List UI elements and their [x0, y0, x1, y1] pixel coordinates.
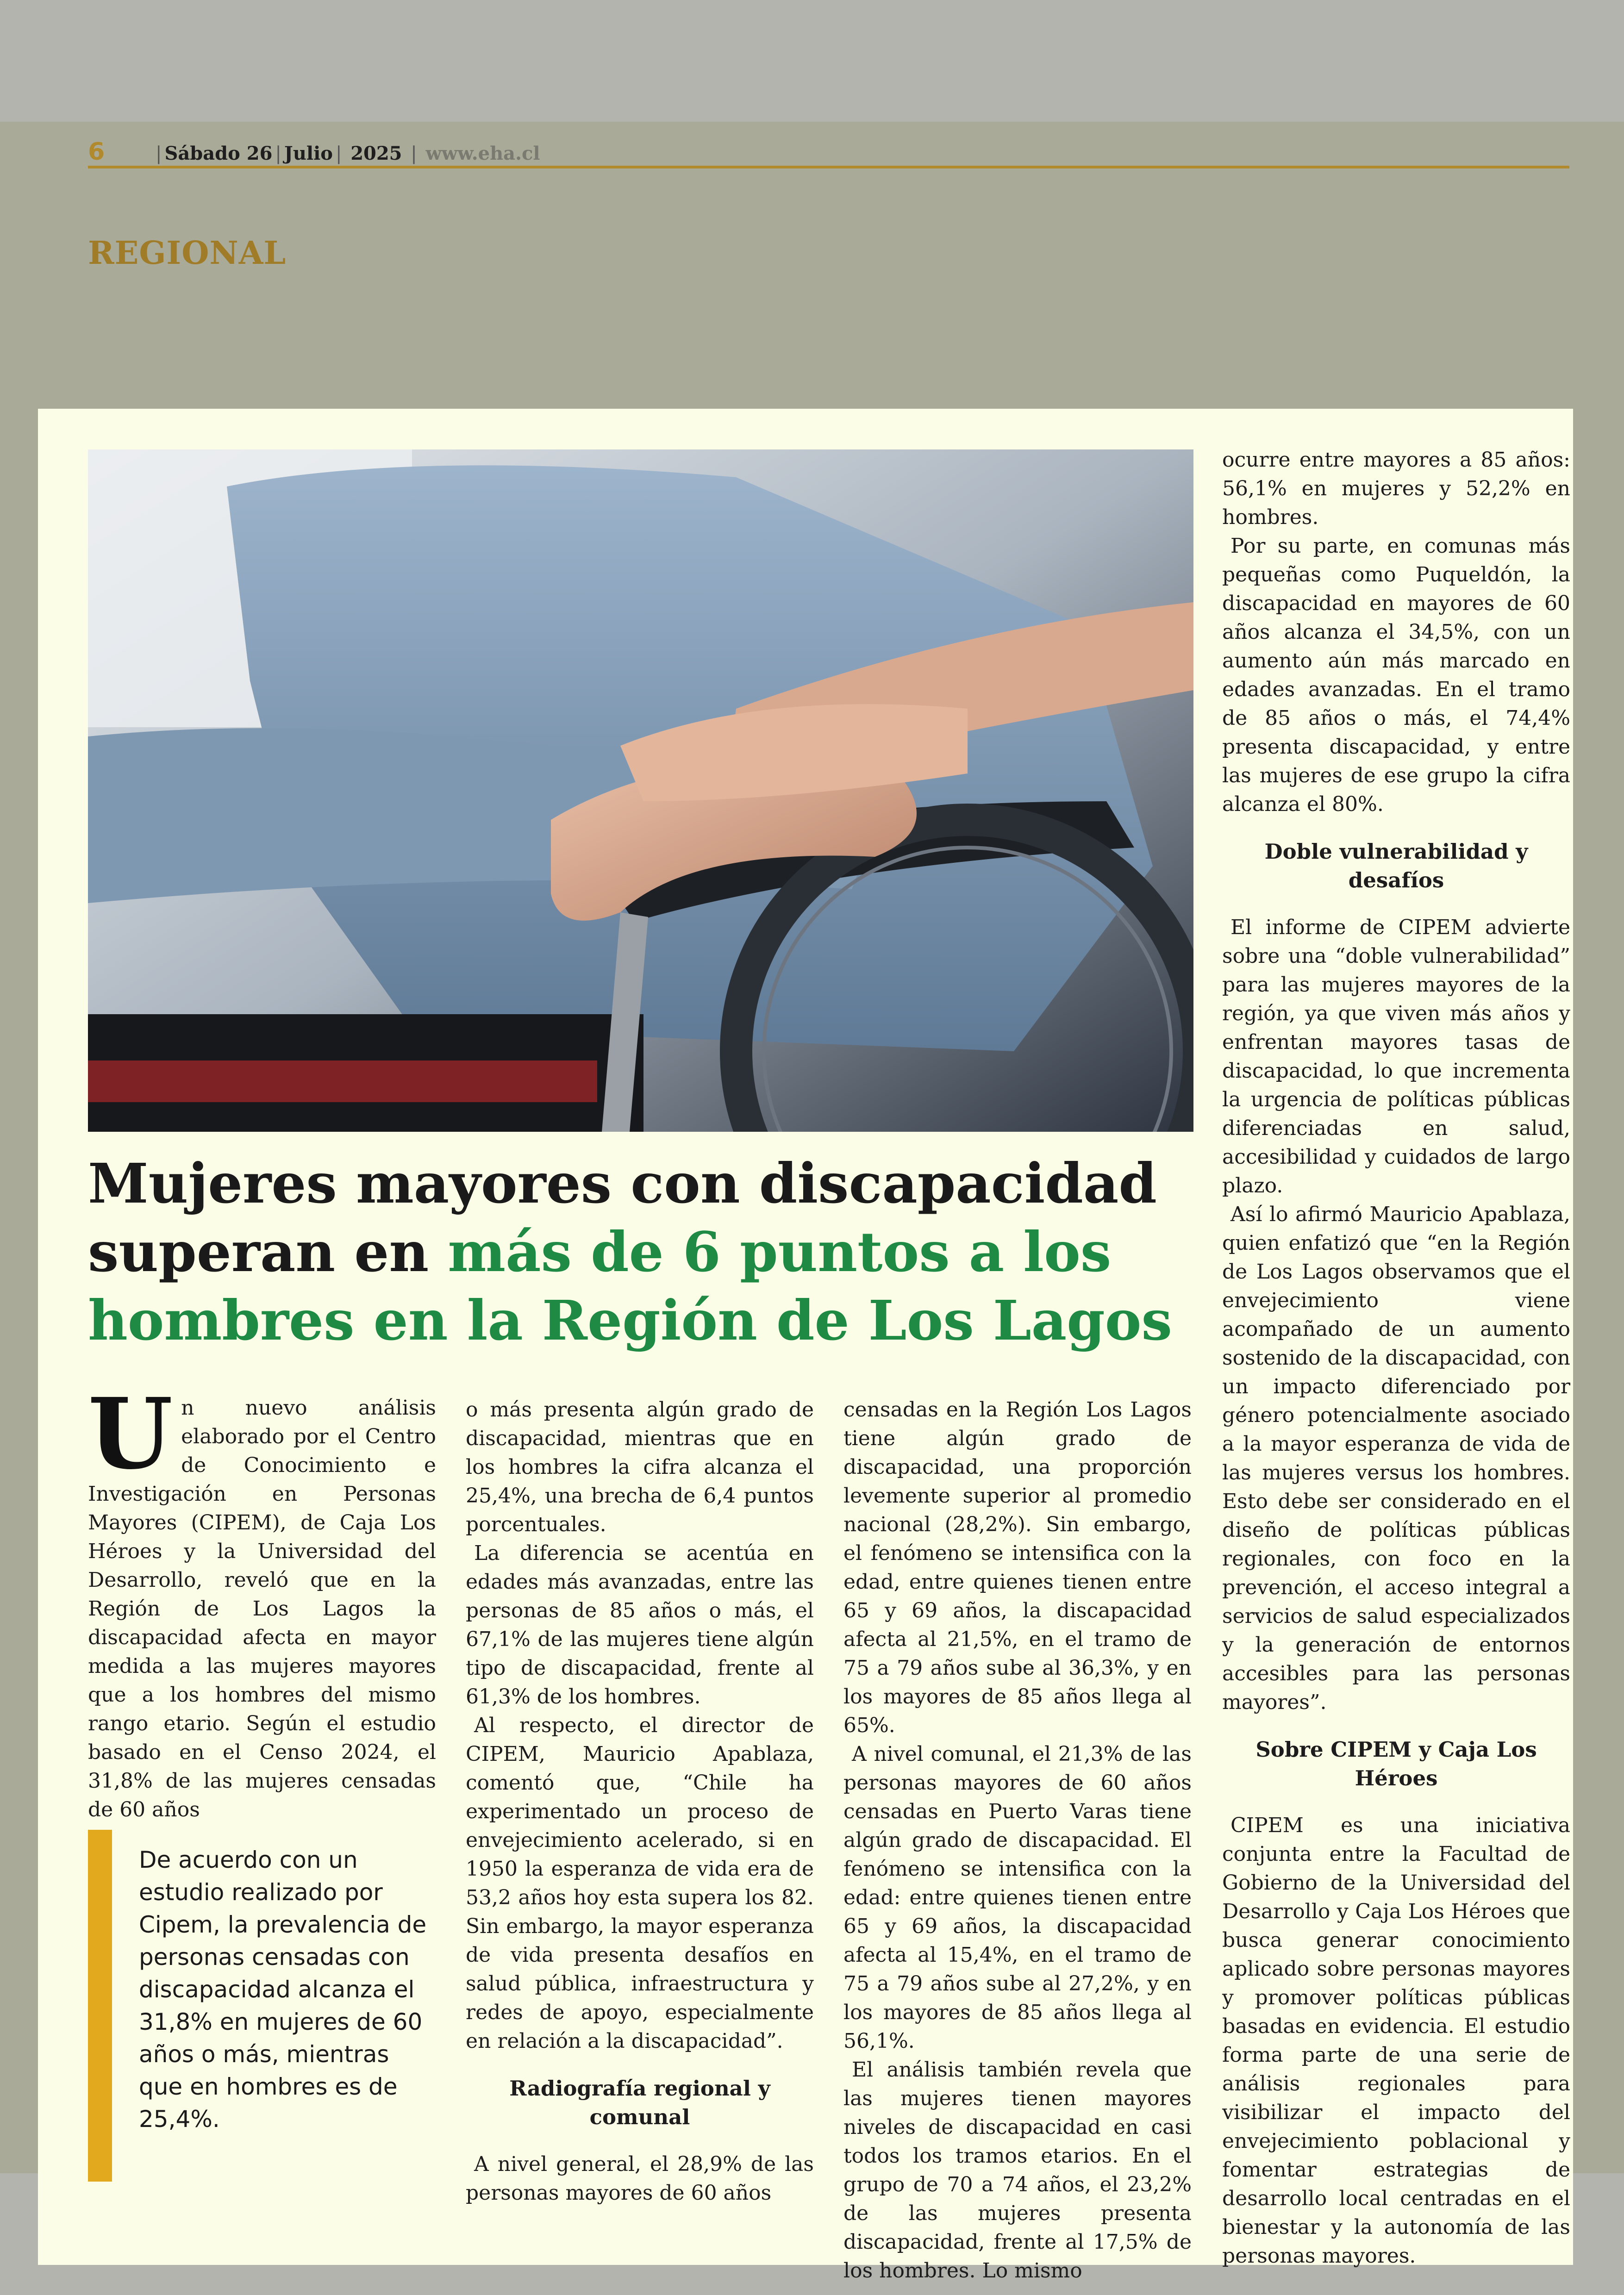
paragraph: Al respecto, el director de CIPEM, Mauricio Apablaza, comentó que, “Chile ha experimentado un proceso de envejecimiento acelerado, si en 1950 la esperanza de vida era de 53,2 años hoy esta supera los 82. Sin embargo, la mayor esperanza de vida presenta desafíos en salud pública, infraestructura y redes de apoyo, especialmente en relación a la discapacidad”. [466, 1714, 814, 2053]
headline-part2-highlight: más de 6 puntos a los hombres en la Región de Los Lagos [88, 1220, 1172, 1353]
paragraph: CIPEM es una iniciativa conjunta entre la Facultad de Gobierno de la Universidad del Desarrollo y Caja Los Héroes que busca generar conocimiento aplicado sobre personas mayores y promover políticas públicas basadas en evidencia. El estudio forma parte de una serie de análisis regionales para visibilizar el impacto del envejecimiento poblacional y fomentar estrategias de desarrollo local centradas en el bienestar y la autonomía de las personas mayores. [1222, 1814, 1570, 2268]
pull-quote-text: De acuerdo con un estudio realizado por Cipem, la prevalencia de personas censadas con discapacidad alcanza el 31,8% en mujeres de 60 años o más, mientras que en hombres es de 25,4%. [139, 1846, 427, 2133]
article-column-2 [466, 1396, 814, 2208]
pull-quote-accent-bar [88, 1830, 112, 2182]
paragraph: censadas en la Región Los Lagos tiene algún grado de discapacidad, una proporción levemente superior al promedio nacional (28,2%). Sin embargo, el fenómeno se intensifica con la edad, entre quienes tienen entre 65 y 69 años, la discapacidad afecta al 21,5%, en el tramo de 75 a 79 años sube al 36,3%, y en los mayores de 85 años llega al 65%. [843, 1398, 1192, 1737]
newspaper-page [0, 122, 1624, 2283]
article-photo [88, 449, 1193, 1132]
article-column-4 [1222, 446, 1570, 2270]
paragraph: n nuevo análisis elaborado por el Centro de Conocimiento e Investigación en Personas Mayores (CIPEM), de Caja Los Héroes y la Universidad del Desarrollo, reveló que en la Región de Los Lagos la discapacidad afecta en mayor medida a las mujeres mayores que a los hombres del mismo rango etario. Según el estudio basado en el Censo 2024, el 31,8% de las mujeres censadas de 60 años [88, 1396, 436, 1821]
paragraph: El informe de CIPEM advierte sobre una “doble vulnerabilidad” para las mujeres mayores de la región, ya que viven más años y enfrentan mayores tasas de discapacidad, lo que incrementa la urgencia de políticas públicas diferenciadas en salud, accesibilidad y cuidados de largo plazo. [1222, 916, 1570, 1197]
article-column-1 [88, 1377, 436, 1824]
subheading: Doble vulnerabilidad y desafíos [1264, 839, 1528, 892]
dateline: | Sábado 26 | Julio | 2025 | www.eha.cl [156, 143, 540, 164]
header-rule [88, 166, 1569, 168]
section-title: REGIONAL [88, 235, 287, 272]
page-number: 6 [88, 138, 105, 166]
paragraph: o más presenta algún grado de discapacidad, mientras que en los hombres la cifra alcanza el 25,4%, una brecha de 6,4 puntos porcentuales. [466, 1398, 814, 1536]
website-link[interactable]: www.eha.cl [425, 143, 540, 164]
paragraph: A nivel comunal, el 21,3% de las personas mayores de 60 años censadas en Puerto Varas tiene algún grado de discapacidad. El fenómeno se intensifica con la edad: entre quienes tienen entre 65 y 69 años, la discapacidad afecta al 15,4%, en el tramo de 75 a 79 años sube al 27,2%, y en los mayores de 85 años llega al 56,1%. [843, 1742, 1192, 2053]
paragraph: ocurre entre mayores a 85 años: 56,1% en mujeres y 52,2% en hombres. [1222, 448, 1570, 529]
headline [88, 1149, 1199, 1355]
date-month: Julio [284, 143, 333, 164]
pull-quote [88, 1830, 440, 2182]
subheading: Sobre CIPEM y Caja Los Héroes [1255, 1737, 1537, 1790]
date-year: 2025 [350, 143, 402, 164]
wheelchair-photo-image [88, 449, 1193, 1132]
paragraph: Por su parte, en comunas más pequeñas como Puqueldón, la discapacidad en mayores de 60 años alcanza el 34,5%, con un aumento aún más marcado en edades avanzadas. En el tramo de 85 años o más, el 74,4% presenta discapacidad, y entre las mujeres de ese grupo la cifra alcanza el 80%. [1222, 534, 1570, 816]
paragraph: A nivel general, el 28,9% de las personas mayores de 60 años [466, 2152, 814, 2205]
paragraph: La diferencia se acentúa en edades más avanzadas, entre las personas de 85 años o más, el 67,1% de las mujeres tiene algún tipo de discapacidad, frente al 61,3% de los hombres. [466, 1541, 814, 1709]
date-day: Sábado 26 [164, 143, 273, 164]
drop-cap: U [88, 1377, 173, 1491]
paragraph: Así lo afirmó Mauricio Apablaza, quien enfatizó que “en la Región de Los Lagos observamos que el envejecimiento viene acompañado de un aumento sostenido de la discapacidad, con un impacto diferenciado por género potencialmente asociado a la mayor esperanza de vida de las mujeres versus los hombres. Esto debe ser considerado en el diseño de políticas públicas regionales, con foco en la prevención, el acceso integral a servicios de salud especializados y la generación de entornos accesibles para las personas mayores”. [1222, 1203, 1570, 1714]
paragraph: El análisis también revela que las mujeres tienen mayores niveles de discapacidad en casi todos los tramos etarios. En el grupo de 70 a 74 años, el 23,2% de las mujeres presenta discapacidad, frente al 17,5% de los hombres. Lo mismo [843, 2058, 1192, 2283]
article-panel [38, 409, 1573, 2283]
subheading: Radiografía regional y comunal [509, 2076, 770, 2129]
headline-part1: Mujeres mayores con discapacidad superan en [88, 1151, 1157, 1284]
article-column-3 [843, 1396, 1192, 2285]
